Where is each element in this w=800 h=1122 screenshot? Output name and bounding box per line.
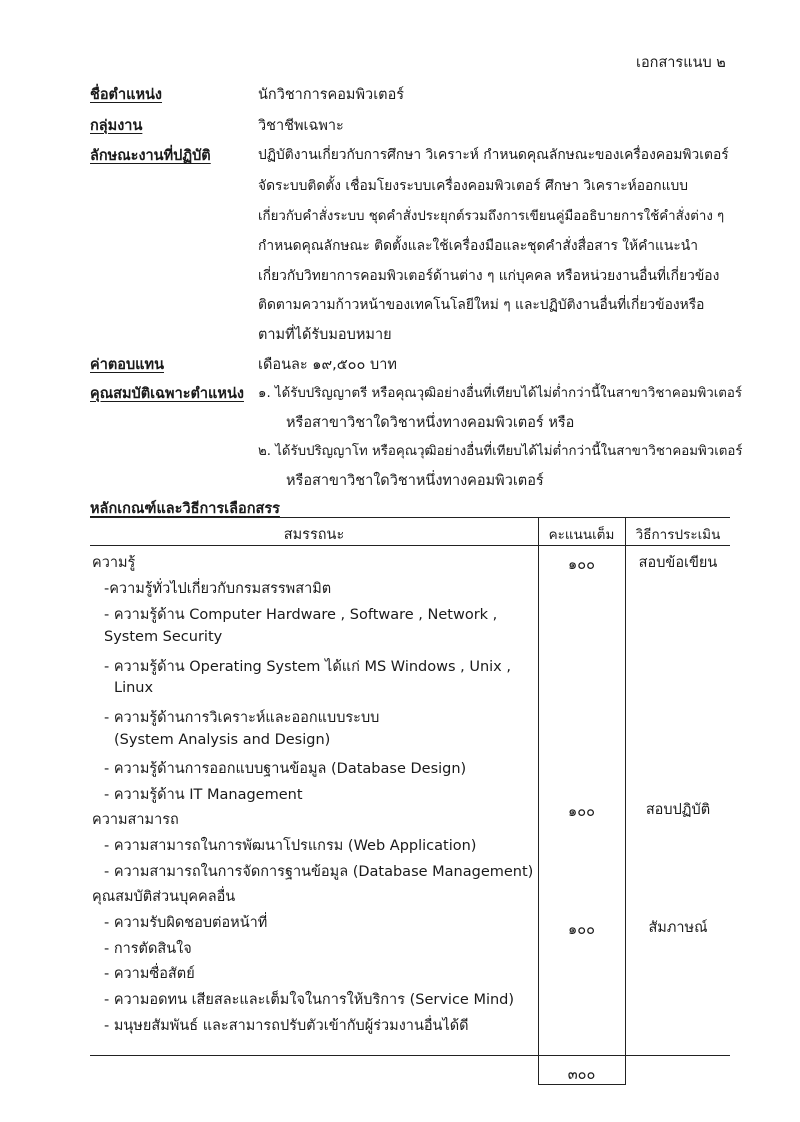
- table-line: - การตัดสินใจ: [104, 941, 192, 957]
- salary-value: เดือนละ ๑๙,๕๐๐ บาท: [258, 357, 397, 373]
- table-line: - ความซื่อสัตย์: [104, 966, 195, 982]
- qualification-line: ๒. ได้รับปริญญาโท หรือคุณวุฒิอย่างอื่นที่เทียบได้ไม่ต่ำกว่านี้ในสาขาวิชาคอมพิวเตอร์: [258, 444, 743, 459]
- group-value: วิชาชีพเฉพาะ: [258, 118, 344, 134]
- table-line: คุณสมบัติส่วนบุคคลอื่น: [92, 889, 236, 905]
- score-cell: ๑๐๐: [568, 557, 595, 573]
- criteria-title: หลักเกณฑ์และวิธีการเลือกสรร: [90, 501, 280, 517]
- method-cell: สัมภาษณ์: [648, 920, 708, 936]
- group-label: กลุ่มงาน: [90, 118, 143, 134]
- qualification-line: หรือสาขาวิชาใดวิชาหนึ่งทางคอมพิวเตอร์ หรือ: [286, 415, 575, 431]
- total-score: ๓๐๐: [567, 1067, 596, 1083]
- header-competency: สมรรถนะ: [283, 527, 345, 543]
- duties-line: จัดระบบติดตั้ง เชื่อมโยงระบบเครื่องคอมพิวเตอร์ ศึกษา วิเคราะห์ออกแบบ: [258, 178, 689, 194]
- duties-line: เกี่ยวกับวิทยาการคอมพิวเตอร์ด้านต่าง ๆ แก่บุคคล หรือหน่วยงานอื่นที่เกี่ยวข้อง: [258, 268, 720, 284]
- table-line: ความสามารถ: [92, 812, 179, 828]
- table-line: -ความรู้ทั่วไปเกี่ยวกับกรมสรรพสามิต: [104, 581, 332, 597]
- table-line: (System Analysis and Design): [114, 732, 331, 748]
- duties-line: กำหนดคุณลักษณะ ติดตั้งและใช้เครื่องมือและชุดคำสั่งสื่อสาร ให้คำแนะนำ: [258, 238, 698, 254]
- duties-line: เกี่ยวกับคำสั่งระบบ ชุดคำสั่งประยุกต์รวมถึงการเขียนคู่มืออธิบายการใช้คำสั่งต่าง ๆ: [258, 209, 725, 224]
- position-value: นักวิชาการคอมพิวเตอร์: [258, 87, 405, 103]
- method-cell: สอบข้อเขียน: [638, 555, 718, 571]
- duties-line: ติดตามความก้าวหน้าของเทคโนโลยีใหม่ ๆ และปฏิบัติงานอื่นที่เกี่ยวข้องหรือ: [258, 297, 705, 313]
- header-evaluation-method: วิธีการประเมิน: [635, 527, 721, 543]
- table-top-border: [90, 517, 730, 518]
- table-line: - ความอดทน เสียสละและเต็มใจในการให้บริการ (Service Mind): [104, 992, 515, 1008]
- table-line: - ความรับผิดชอบต่อหน้าที่: [104, 915, 268, 931]
- table-line: - ความรู้ด้าน IT Management: [104, 787, 303, 803]
- duties-line: ตามที่ได้รับมอบหมาย: [258, 327, 392, 343]
- table-line: - มนุษยสัมพันธ์ และสามารถปรับตัวเข้ากับผู้ร่วมงานอื่นได้ดี: [104, 1018, 469, 1034]
- qualification-line: หรือสาขาวิชาใดวิชาหนึ่งทางคอมพิวเตอร์: [286, 473, 544, 489]
- table-bottom-border: [90, 1055, 730, 1056]
- position-label: ชื่อตำแหน่ง: [90, 87, 163, 103]
- score-cell: ๑๐๐: [568, 804, 595, 820]
- method-cell: สอบปฏิบัติ: [645, 802, 711, 818]
- attachment-note: เอกสารแนบ ๒: [636, 55, 726, 71]
- table-line: - ความรู้ด้านการวิเคราะห์และออกแบบระบบ: [104, 710, 380, 726]
- salary-label: ค่าตอบแทน: [90, 357, 164, 373]
- table-line: - ความรู้ด้าน Computer Hardware , Software , Network ,: [104, 607, 498, 623]
- qualification-line: ๑. ได้รับปริญญาตรี หรือคุณวุฒิอย่างอื่นที่เทียบได้ไม่ต่ำกว่านี้ในสาขาวิชาคอมพิวเตอร์: [258, 386, 743, 401]
- table-line: - ความสามารถในการพัฒนาโปรแกรม (Web Application): [104, 838, 477, 854]
- header-full-score: คะแนนเต็ม: [548, 527, 615, 543]
- duties-line: ปฏิบัติงานเกี่ยวกับการศึกษา วิเคราะห์ กำหนดคุณลักษณะของเครื่องคอมพิวเตอร์: [258, 147, 729, 163]
- table-line: ความรู้: [92, 555, 136, 571]
- table-line: - ความรู้ด้าน Operating System ได้แก่ MS Windows , Unix ,: [104, 659, 511, 675]
- duties-label: ลักษณะงานที่ปฏิบัติ: [90, 148, 211, 164]
- table-line: System Security: [104, 629, 223, 645]
- qualifications-label: คุณสมบัติเฉพาะตำแหน่ง: [90, 386, 244, 402]
- table-line: Linux: [114, 680, 154, 696]
- table-line: - ความสามารถในการจัดการฐานข้อมูล (Database Management): [104, 864, 534, 880]
- table-line: - ความรู้ด้านการออกแบบฐานข้อมูล (Database Design): [104, 761, 467, 777]
- score-cell: ๑๐๐: [568, 922, 595, 938]
